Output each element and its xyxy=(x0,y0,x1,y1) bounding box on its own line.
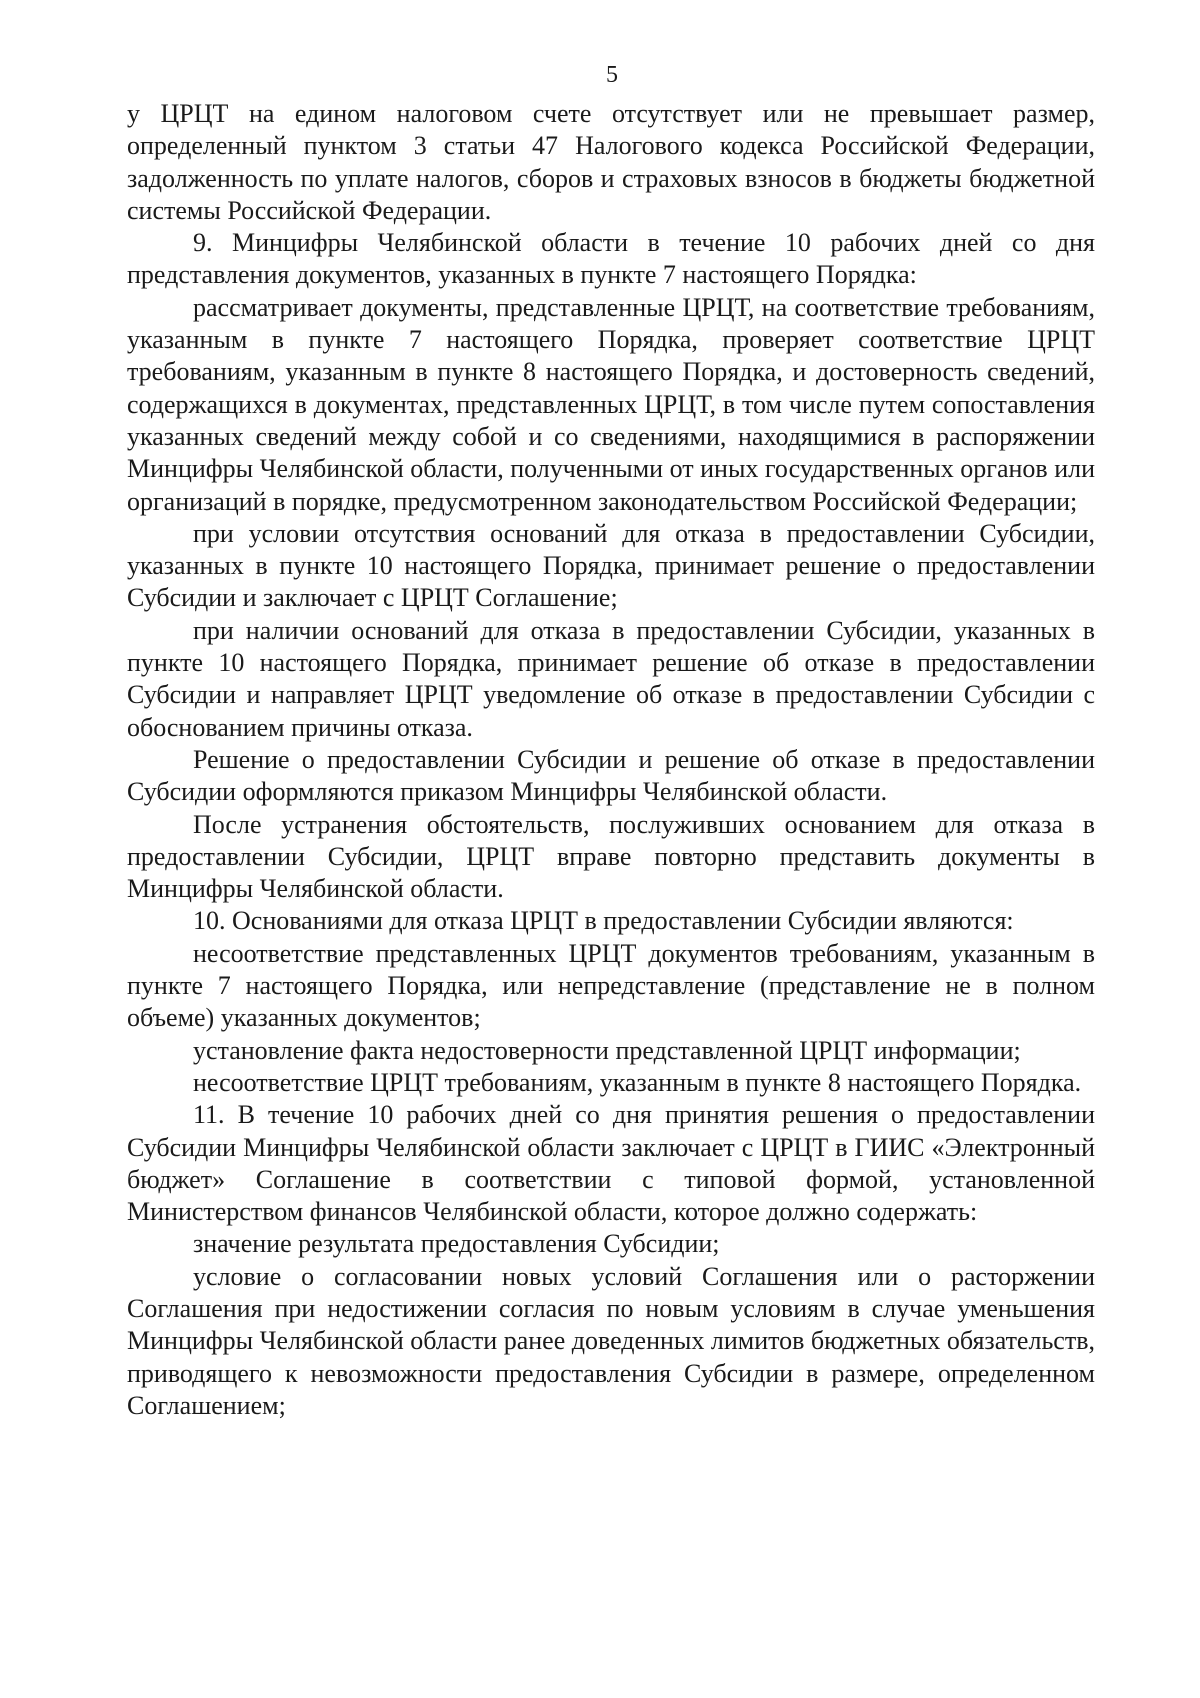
paragraph-order-formalization: Решение о предоставлении Субсидии и решение об отказе в предоставлении Субсидии оформляются приказом Минцифры Челябинской области. xyxy=(127,744,1095,807)
paragraph-resubmission: После устранения обстоятельств, послуживших основанием для отказа в предоставлении Субсидии, ЦРЦТ вправе повторно представить документы в Минцифры Челябинской области. xyxy=(127,809,1095,904)
paragraph-refusal-ground-2: установление факта недостоверности представленной ЦРЦТ информации; xyxy=(193,1035,1021,1065)
paragraph-refusal-decision: при наличии оснований для отказа в предоставлении Субсидии, указанных в пункте 10 настоящего Порядка, принимает решение об отказе в предоставлении Субсидии и направляет ЦРЦТ уведомление об отказе в предоставлении Субсидии с обоснованием причины отказа. xyxy=(127,615,1095,742)
paragraph-item-11: 11. В течение 10 рабочих дней со дня принятия решения о предоставлении Субсидии Минцифры Челябинской области заключает с ЦРЦТ в ГИИС «Электронный бюджет» Соглашение в соответствии с типовой формой, установленной Министерством финансов Челябинской области, которое должно содержать: xyxy=(127,1100,1095,1227)
paragraph-refusal-ground-1: несоответствие представленных ЦРЦТ документов требованиям, указанным в пункте 7 настоящего Порядка, или непредставление (представление не в полном объеме) указанных документов; xyxy=(127,938,1095,1033)
paragraph-item-9: 9. Минцифры Челябинской области в течение 10 рабочих дней со дня представления документов, указанных в пункте 7 настоящего Порядка: xyxy=(127,228,1095,290)
paragraph-agreement-term-2: условие о согласовании новых условий Соглашения или о расторжении Соглашения при недостижении согласия по новым условиям в случае уменьшения Минцифры Челябинской области ранее доведенных лимитов бюджетных обязательств, приводящего к невозможности предоставления Субсидии в размере, определенном Соглашением; xyxy=(127,1261,1095,1420)
paragraph-review-documents: рассматривает документы, представленные ЦРЦТ, на соответствие требованиям, указанным в пункте 7 настоящего Порядка, проверяет соответствие ЦРЦТ требованиям, указанным в пункте 8 настоящего Порядка, и достоверность сведений, содержащихся в документах, представленных ЦРЦТ, в том числе путем сопоставления указанных сведений между собой и со сведениями, находящимися в распоряжении Минцифры Челябинской области, полученными от иных государственных органов или организаций в порядке, предусмотренном законодательством Российской Федерации; xyxy=(127,292,1095,516)
paragraph-grant-decision: при условии отсутствия оснований для отказа в предоставлении Субсидии, указанных в пункте 10 настоящего Порядка, принимает решение о предоставлении Субсидии и заключает с ЦРЦТ Соглашение; xyxy=(127,518,1095,613)
paragraph-agreement-term-1: значение результата предоставления Субсидии; xyxy=(193,1229,720,1259)
paragraph-item-10: 10. Основаниями для отказа ЦРЦТ в предоставлении Субсидии являются: xyxy=(193,906,1014,936)
document-body xyxy=(127,98,1095,1422)
page-number: 5 xyxy=(606,62,618,88)
paragraph-refusal-ground-3: несоответствие ЦРЦТ требованиям, указанным в пункте 8 настоящего Порядка. xyxy=(193,1067,1082,1097)
paragraph-continuation: у ЦРЦТ на едином налоговом счете отсутствует или не превышает размер, определенный пунктом 3 статьи 47 Налогового кодекса Российской Федерации, задолженность по уплате налогов, сборов и страховых взносов в бюджеты бюджетной системы Российской Федерации. xyxy=(127,99,1095,225)
